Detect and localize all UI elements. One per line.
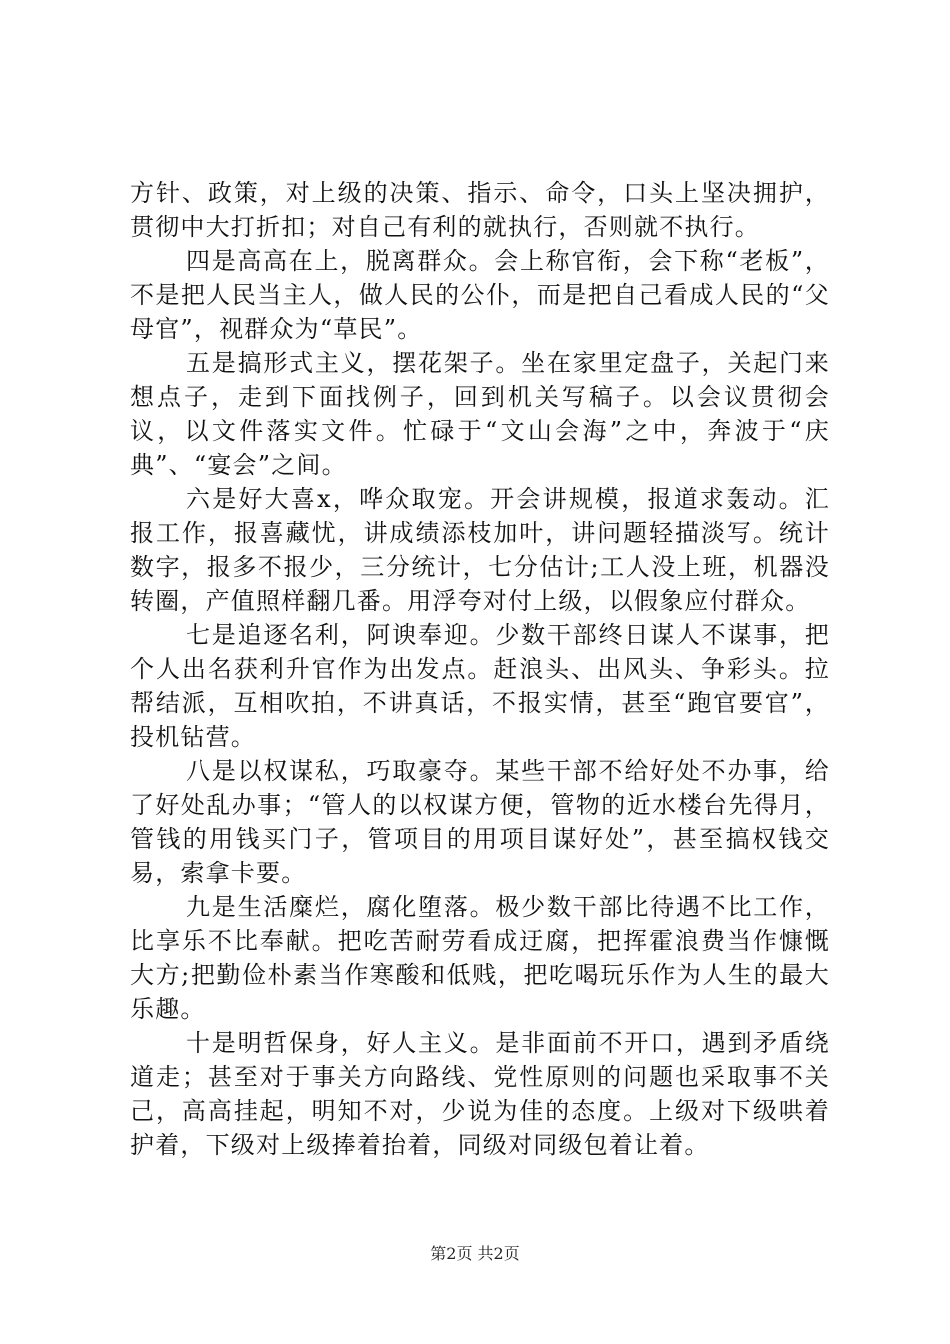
paragraph-continuation: 方针、政策，对上级的决策、指示、命令，口头上坚决拥护，贯彻中大打折扣；对自己有利的就执行，否则就不执行。 — [130, 179, 830, 241]
paragraph-item-8: 八是以权谋私，巧取豪夺。某些干部不给好处不办事，给了好处乱办事；“管人的以权谋方便，管物的近水楼台先得月，管钱的用钱买门子，管项目的用项目谋好处”，甚至搞权钱交易，索拿卡要。 — [130, 757, 830, 887]
document-body — [130, 176, 830, 1162]
paragraph-item-9: 九是生活糜烂，腐化堕落。极少数干部比待遇不比工作，比享乐不比奉献。把吃苦耐劳看成迂腐，把挥霍浪费当作慷慨大方;把勤俭朴素当作寒酸和低贱，把吃喝玩乐作为人生的最大乐趣。 — [130, 893, 830, 1023]
paragraph-item-5: 五是搞形式主义，摆花架子。坐在家里定盘子，关起门来想点子，走到下面找例子，回到机关写稿子。以会议贯彻会议，以文件落实文件。忙碌于“文山会海”之中，奔波于“庆典”、“宴会”之间。 — [130, 349, 830, 479]
paragraph-item-7: 七是追逐名利，阿谀奉迎。少数干部终日谋人不谋事，把个人出名获利升官作为出发点。赶浪头、出风头、争彩头。拉帮结派，互相吹拍，不讲真话，不报实情，甚至“跑官要官”，投机钻营。 — [130, 621, 830, 751]
paragraph-item-4: 四是高高在上，脱离群众。会上称官衔，会下称“老板”，不是把人民当主人，做人民的公仆，而是把自己看成人民的“父母官”，视群众为“草民”。 — [130, 247, 830, 343]
paragraph-item-6: 六是好大喜x，哗众取宠。开会讲规模，报道求轰动。汇报工作，报喜藏忧，讲成绩添枝加叶，讲问题轻描淡写。统计数字，报多不报少，三分统计，七分估计;工人没上班，机器没转圈，产值照样翻几番。用浮夸对付上级，以假象应付群众。 — [130, 485, 830, 615]
page-footer: 第2页 共2页 — [430, 1244, 520, 1263]
paragraph-item-10: 十是明哲保身，好人主义。是非面前不开口，遇到矛盾绕道走；甚至对于事关方向路线、党性原则的问题也采取事不关己，高高挂起，明知不对，少说为佳的态度。上级对下级哄着护着，下级对上级捧着抬着，同级对同级包着让着。 — [130, 1029, 830, 1159]
